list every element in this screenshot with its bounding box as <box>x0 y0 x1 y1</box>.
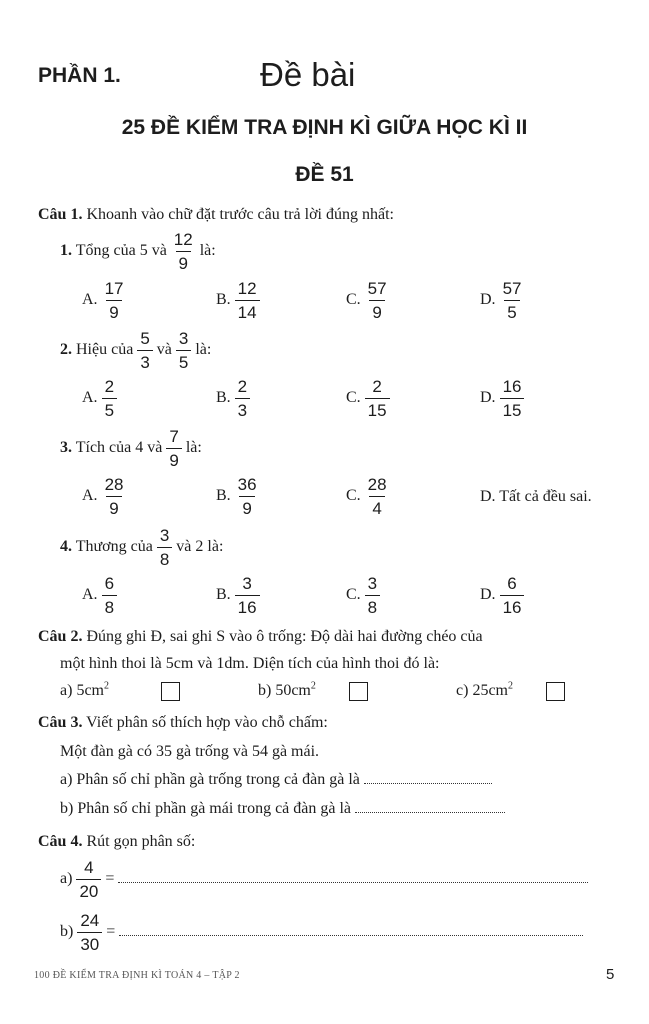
cau1-label: Câu 1. <box>38 206 83 223</box>
q1-label: 1. <box>60 242 72 260</box>
cau4-label: Câu 4. <box>38 833 83 850</box>
q1-stem <box>60 231 216 272</box>
q2-option-b[interactable]: B. $\frac{2}{3}$ <box>216 378 250 419</box>
q2-label: 2. <box>60 341 72 359</box>
page-number: 5 <box>606 966 615 983</box>
cau4-a-blank[interactable] <box>118 881 588 883</box>
q2-option-a[interactable]: A. $\frac{2}{5}$ <box>82 378 117 419</box>
cau2-option-a: a) $5cm^2$ <box>60 680 109 699</box>
cau1-prompt <box>38 206 394 224</box>
q2-fraction-1: $\frac{5}{3}$ <box>137 330 152 371</box>
q2-mid: và <box>156 341 172 359</box>
cau3-b: b) Phân số chỉ phần gà mái trong cả đàn gà là <box>60 800 505 818</box>
q3-pre: Tích của 4 và <box>75 439 163 457</box>
cau2-label: Câu 2. <box>38 628 83 645</box>
q1-post: là: <box>199 242 216 260</box>
cau3-prompt <box>38 714 328 732</box>
q3-option-d[interactable]: D. Tất cả đều sai. <box>480 488 592 505</box>
cau2-line1 <box>38 628 483 646</box>
cau4-prompt <box>38 833 195 851</box>
exam-title: ĐỀ 51 <box>295 163 354 186</box>
q1-option-b[interactable]: B. $\frac{12}{14}$ <box>216 280 260 321</box>
cau2-text: Đúng ghi Đ, sai ghi S vào ô trống: Độ dài hai đường chéo của <box>86 628 483 645</box>
q1-pre: Tổng của 5 và <box>75 242 167 260</box>
q3-post: là: <box>185 439 202 457</box>
q2-stem <box>60 330 211 371</box>
q3-stem <box>60 428 202 469</box>
cau3-text: Viết phân số thích hợp vào chỗ chấm: <box>86 714 328 731</box>
q2-fraction-2: $\frac{3}{5}$ <box>176 330 191 371</box>
q3-option-c[interactable]: C. $\frac{28}{4}$ <box>346 475 387 518</box>
q4-label: 4. <box>60 538 72 556</box>
cau4-item-b: b) $\frac{24}{30}$ = <box>60 912 583 953</box>
main-title: 25 ĐỀ KIỂM TRA ĐỊNH KÌ GIỮA HỌC KÌ II <box>121 116 528 139</box>
q1-option-c[interactable]: C. $\frac{57}{9}$ <box>346 279 387 322</box>
cau2-line2: một hình thoi là 5cm và 1dm. Diện tích của hình thoi đó là: <box>60 655 440 672</box>
cau2-checkbox-b[interactable] <box>349 682 368 701</box>
part-title: Đề bài <box>260 56 356 93</box>
cau1-text: Khoanh vào chữ đặt trước câu trả lời đúng nhất: <box>86 206 394 223</box>
q4-option-c[interactable]: C. $\frac{3}{8}$ <box>346 575 380 616</box>
q1-fraction: $\frac{12}{9}$ <box>173 230 193 273</box>
cau2-checkbox-c[interactable] <box>546 682 565 701</box>
q4-option-b[interactable]: B. $\frac{3}{16}$ <box>216 575 260 616</box>
q3-fraction: $\frac{7}{9}$ <box>166 428 181 469</box>
q4-post: và 2 là: <box>176 538 224 556</box>
q4-option-d[interactable]: D. $\frac{6}{16}$ <box>480 575 524 616</box>
q2-option-d[interactable]: D. $\frac{16}{15}$ <box>480 378 524 419</box>
q3-label: 3. <box>60 439 72 457</box>
cau3-a-blank[interactable] <box>364 782 492 784</box>
q2-post: là: <box>195 341 212 359</box>
q2-pre: Hiệu của <box>76 341 134 359</box>
q1-option-a[interactable]: A. $\frac{17}{9}$ <box>82 279 124 322</box>
cau2-option-c: c) $25cm^2$ <box>456 680 513 699</box>
cau3-context: Một đàn gà có 35 gà trống và 54 gà mái. <box>60 743 320 760</box>
footer-book-title: 100 ĐỀ KIỂM TRA ĐỊNH KÌ TOÁN 4 – TẬP 2 <box>34 970 240 981</box>
q4-stem <box>60 527 223 568</box>
part-label: PHẦN 1. <box>38 64 121 87</box>
q4-fraction: $\frac{3}{8}$ <box>157 527 172 568</box>
q4-option-a[interactable]: A. $\frac{6}{8}$ <box>82 575 117 616</box>
cau3-b-blank[interactable] <box>355 811 505 813</box>
q3-option-a[interactable]: A. $\frac{28}{9}$ <box>82 475 124 518</box>
cau4-item-a: a) $\frac{4}{20}$ = <box>60 859 588 900</box>
cau3-a: a) Phân số chỉ phần gà trống trong cả đàn gà là <box>60 771 492 789</box>
cau2-option-b: b) $50cm^2$ <box>258 680 316 699</box>
cau2-checkbox-a[interactable] <box>161 682 180 701</box>
cau4-b-blank[interactable] <box>119 934 583 936</box>
q3-option-b[interactable]: B. $\frac{36}{9}$ <box>216 475 257 518</box>
q2-option-c[interactable]: C. $\frac{2}{15}$ <box>346 378 390 419</box>
cau3-label: Câu 3. <box>38 714 83 731</box>
q4-pre: Thương của <box>75 538 153 556</box>
cau4-text: Rút gọn phân số: <box>86 833 196 850</box>
q1-option-d[interactable]: D. $\frac{57}{5}$ <box>480 279 522 322</box>
